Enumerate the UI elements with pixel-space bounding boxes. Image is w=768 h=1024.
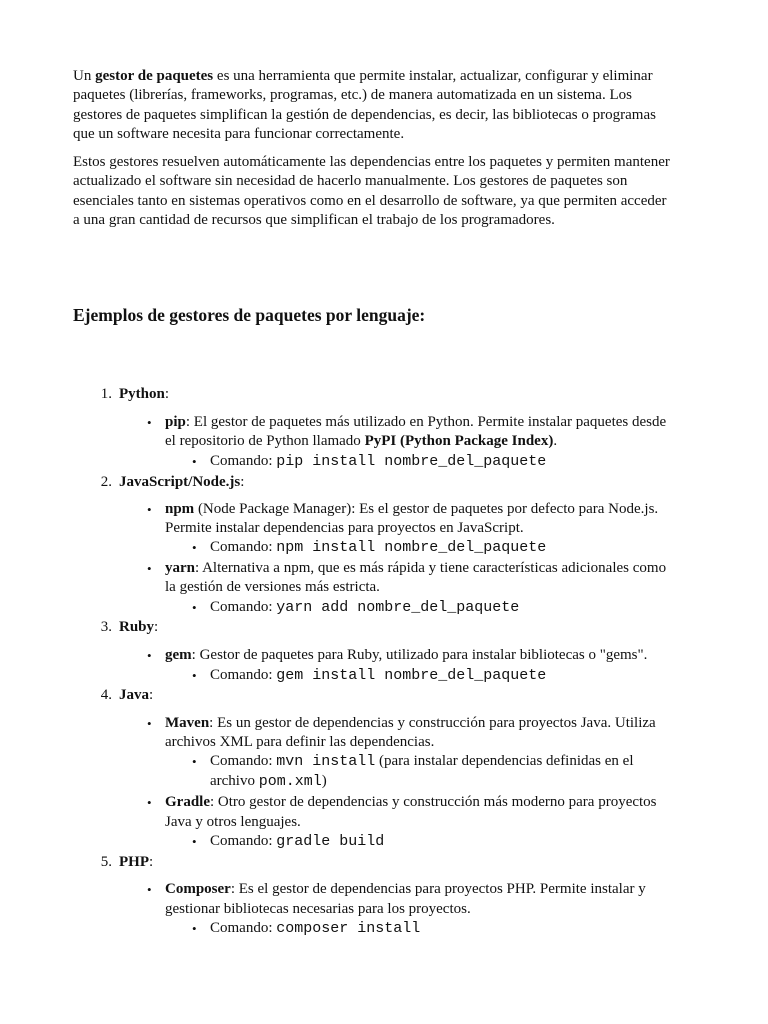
intro-text: que un software necesita para funcionar correctamente. <box>73 126 405 143</box>
intro-text: Estos gestores resuelven automáticamente las dependencias entre los paquetes y permiten mantener <box>73 154 670 170</box>
bullet: • <box>147 415 152 430</box>
language-ruby: Ruby: <box>119 619 159 635</box>
intro-bold-term: gestor de paquetes <box>95 68 214 84</box>
bullet: • <box>192 600 197 615</box>
intro-text: actualizado el software sin necesidad de hacerlo manualmente. Los gestores de paquetes son <box>73 173 628 190</box>
bullet: • <box>147 502 152 517</box>
intro-paragraph-2 <box>73 153 698 231</box>
intro-text: esenciales tanto en sistemas operativos como en el desarrollo de software, ya que permiten acceder <box>73 192 667 209</box>
language-javascript: JavaScript/Node.js: <box>119 474 245 490</box>
list-number: 5. <box>100 854 112 870</box>
bullet: • <box>192 668 197 683</box>
tool-gem: gem: Gestor de paquetes para Ruby, utilizado para instalar bibliotecas o "gems". <box>165 647 648 663</box>
bullet: • <box>147 648 152 663</box>
intro-paragraph-1 <box>73 67 698 145</box>
tool-composer: Composer: Es el gestor de dependencias para proyectos PHP. Permite instalar y <box>165 881 646 897</box>
intro-text: a una gran cantidad de recursos que simplifican el trabajo de los programadores. <box>73 212 555 229</box>
intro-text: Un <box>73 68 96 84</box>
tool-pip: pip: El gestor de paquetes más utilizado en Python. Permite instalar paquetes desde <box>165 414 667 430</box>
language-java: Java: <box>119 687 154 703</box>
bullet: • <box>147 716 152 731</box>
tool-maven: Maven: Es un gestor de dependencias y construcción para proyectos Java. Utiliza <box>165 715 656 731</box>
language-php: PHP: <box>119 854 154 870</box>
section-heading: Ejemplos de gestores de paquetes por lenguaje: <box>73 305 426 325</box>
bullet: • <box>192 454 197 469</box>
bullet: • <box>147 882 152 897</box>
intro-text: es una herramienta que permite instalar, actualizar, configurar y eliminar <box>213 68 653 84</box>
command-gem: Comando: gem install nombre_del_paquete <box>210 667 547 684</box>
bullet: • <box>147 795 152 810</box>
tool-maven-desc: archivos XML para definir las dependencias. <box>165 734 435 750</box>
command-gradle: Comando: gradle build <box>210 833 385 850</box>
tool-yarn-desc: la gestión de versiones más estricta. <box>165 579 380 595</box>
bullet: • <box>192 540 197 555</box>
bullet: • <box>192 834 197 849</box>
tool-composer-desc: gestionar bibliotecas necesarias para los proyectos. <box>165 901 471 917</box>
bullet: • <box>192 754 197 769</box>
command-maven: Comando: mvn install (para instalar dependencias definidas en el <box>210 753 634 770</box>
command-pip: Comando: pip install nombre_del_paquete <box>210 453 547 470</box>
list-number: 4. <box>100 687 112 703</box>
command-maven-note: archivo pom.xml) <box>210 773 327 790</box>
tool-gradle-desc: Java y otros lenguajes. <box>165 814 301 830</box>
bullet: • <box>147 561 152 576</box>
command-npm: Comando: npm install nombre_del_paquete <box>210 539 547 556</box>
tool-npm: npm (Node Package Manager): Es el gestor de paquetes por defecto para Node.js. <box>165 501 659 517</box>
command-composer: Comando: composer install <box>210 920 421 937</box>
bullet: • <box>192 921 197 936</box>
tool-yarn: yarn: Alternativa a npm, que es más rápida y tiene características adicionales como <box>165 560 667 576</box>
list-number: 2. <box>100 474 112 490</box>
list-number: 3. <box>100 619 112 635</box>
tool-pip-desc: el repositorio de Python llamado PyPI (Python Package Index). <box>165 433 558 449</box>
intro-text: paquetes (librerías, frameworks, programas, etc.) de manera automatizada en un sistema. Los <box>73 87 632 104</box>
language-python: Python: <box>119 386 170 402</box>
intro-text: gestores de paquetes simplifican la gestión de dependencias, es decir, las bibliotecas o programas <box>73 106 656 123</box>
tool-npm-desc: Permite instalar dependencias para proyectos en JavaScript. <box>165 520 524 536</box>
tool-gradle: Gradle: Otro gestor de dependencias y construcción más moderno para proyectos <box>165 794 657 810</box>
list-number: 1. <box>100 386 112 402</box>
command-yarn: Comando: yarn add nombre_del_paquete <box>210 599 520 616</box>
